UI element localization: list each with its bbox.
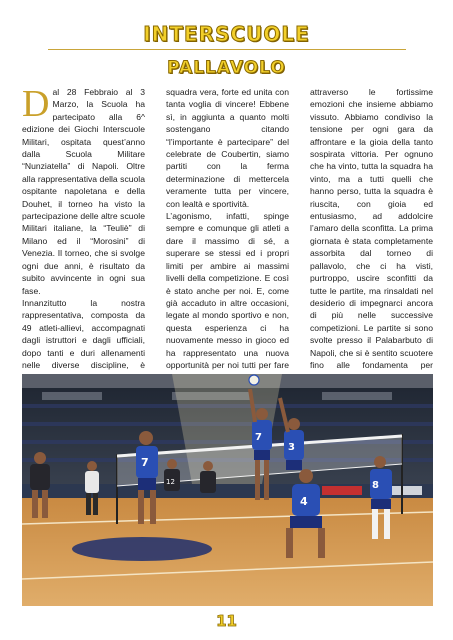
paragraph-4: L’agonismo, infatti, spinge sempre e comunque gli atleti a dare il massimo di sé, a superare se stessi ed i propri limiti per ambire ai massimi livelli della competizione. E così è stato anche per noi. E, come già accaduto in altre occasioni, legate al mondo sportivo e non, questa esperienza ci ha nuovamente messo in gioco ed ha rappresentato una nuova opportunità per noi tutti per fare xyxy=(166,211,289,370)
jersey-number: 12 xyxy=(166,478,175,486)
paragraph-2: Innanzitutto la nostra rappresentativa, composta da 49 atleti-allievi, accompagnati dagli istruttori e dagli ufficiali, dopo tanti e duri allenamenti nelle diverse discipline, è xyxy=(22,297,145,370)
page-number: 11 xyxy=(216,612,237,630)
article-column-1 xyxy=(22,83,145,409)
paragraph-1 xyxy=(22,83,145,297)
paragraph-6: attraverso le fortissime emozioni che insieme abbiamo vissuto. Abbiamo condiviso la tensione per ogni gara da affrontare e la gioia della tanto sospirata vittoria. Per ognuno che ha vinto, tutta la squadra ha vinto, ma a tutti quelli che hanno perso, tutta la squadra è riuscita, con gioia ed entusiasmo, ad addolcire l’amaro della sconfitta. La prima giornata è stata completamente assorbita dal torneo di pallavolo, che ci ha visti, purtroppo, uscire sconfitti da tutte le partite, ma rinsaldati nel desiderio di impegnarci ancora di più nelle successive competizioni. Le partite si sono svolte presso il Palabarbuto di Napoli, che si è sentito scuotere fino alle fondamenta per xyxy=(310,87,433,370)
article-column-2 xyxy=(166,86,289,409)
jersey-number: 8 xyxy=(372,480,379,491)
title-divider xyxy=(48,49,406,50)
jersey-number: 7 xyxy=(141,456,149,469)
jersey-number: 7 xyxy=(255,432,262,443)
jersey-number: 4 xyxy=(300,495,308,508)
volleyball-match-photo xyxy=(22,374,433,606)
paragraph-1-text: al 28 Febbraio al 3 Marzo, la Scuola ha partecipato alla 6^ edizione dei Giochi Interscuole Militari, ospitata quest’anno dalla Scuola Militare “Nunziatella” di Napoli. Oltre alla rappresentativa della scuola ospitante napoletana e della Douhet, il torneo ha visto la partecipazione delle altre scuole Militari italiane, la “Teuliè” di Milano ed il “Morosini” di Venezia. Il torneo, che si svolge ogni due anni, è risultato da subito avvincente in ogni sua fase. xyxy=(22,87,145,296)
page-title: INTERSCUOLE xyxy=(143,22,310,46)
paragraph-3: squadra vera, forte ed unita con tanta voglia di vincere! Ebbene sì, in aggiunta a quanto molti sostengano citando “l’importante è partecipare” del celebrate de Coubertin, siamo partiti con la ferma determinazione di mettercela veramente tutta per vincere, con lealtà e sportività. xyxy=(166,87,289,209)
court-logo xyxy=(72,537,212,561)
article-column-3 xyxy=(310,86,433,405)
jersey-number: 3 xyxy=(288,442,295,453)
dropcap-letter: D xyxy=(22,83,50,125)
volleyball-ball xyxy=(249,375,259,385)
photo-illustration xyxy=(22,374,433,606)
section-subtitle: PALLAVOLO xyxy=(167,58,286,78)
